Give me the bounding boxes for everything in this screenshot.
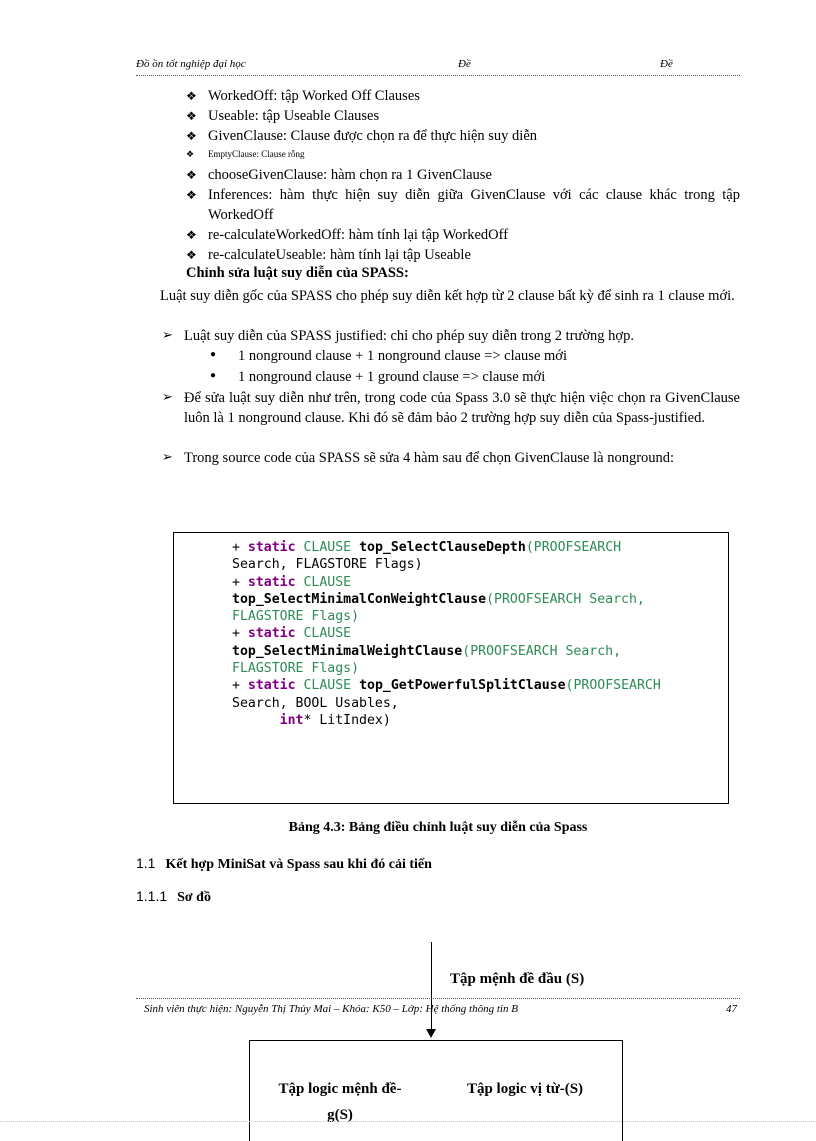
header-right: Đề — [660, 58, 673, 70]
diagram-left-label: Tập logic mệnh đề-g(S) — [278, 1081, 402, 1123]
arrow-bullet-icon: ➢ — [162, 449, 173, 464]
code-type: CLAUSE — [303, 626, 352, 642]
dot-bullet-text: 1 nonground clause + 1 nonground clause => clause mới — [238, 348, 567, 364]
diamond-bullet-icon: ❖ — [186, 129, 197, 143]
code-type: FLAGSTORE Flags) — [232, 609, 360, 625]
bullet-item — [186, 86, 420, 106]
bullet-item — [186, 146, 305, 162]
page-bottom-rule — [0, 1121, 816, 1122]
code-keyword: static — [247, 678, 296, 694]
bullet-item — [186, 165, 492, 185]
bullet-item — [186, 245, 471, 265]
diamond-bullet-icon: ❖ — [186, 248, 197, 262]
header-left: Đồ ồn tốt nghiệp đại học — [136, 58, 246, 70]
section-heading: Chỉnh sửa luật suy diễn của SPASS: — [186, 265, 409, 281]
arrow-bullet-text: Trong source code của SPASS sẽ sửa 4 hàm sau để chọn GivenClause là nonground: — [184, 450, 675, 466]
heading-1-1 — [136, 855, 432, 873]
code-type: (PROOFSEARCH Search, — [462, 643, 622, 659]
bullet-text: GivenClause: Clause được chọn ra để thực hiện suy diễn — [208, 128, 538, 144]
arrow-down-icon — [426, 1029, 436, 1038]
code-type: CLAUSE — [303, 540, 352, 555]
diagram-top-label: Tập mệnh đề đầu (S) — [450, 971, 585, 987]
code-keyword: int — [279, 712, 304, 728]
table-caption: Bảng 4.3: Bảng điều chỉnh luật suy diễn của Spass — [288, 820, 588, 835]
code-text: + — [232, 540, 248, 555]
bullet-text: WorkedOff: tập Worked Off Clauses — [208, 88, 420, 104]
bullet-text: re-calculateUseable: hàm tính lại tập Useable — [208, 247, 471, 263]
code-text: * LitIndex) — [303, 712, 391, 728]
page-number: 47 — [726, 1003, 737, 1015]
code-keyword: static — [247, 574, 296, 590]
code-text: + — [232, 574, 248, 590]
bullet-text: re-calculateWorkedOff: hàm tính lại tập WorkedOff — [208, 227, 509, 243]
diagram-line — [431, 942, 432, 1034]
heading-title: Sơ đồ — [177, 890, 211, 905]
bullet-text: EmptyClause: Clause rỗng — [208, 149, 305, 159]
code-text: + — [232, 678, 248, 694]
code-type: (PROOFSEARCH Search, — [486, 591, 645, 607]
header-center: Đề — [458, 58, 471, 70]
code-type: CLAUSE — [303, 574, 352, 590]
bullet-item — [186, 126, 537, 146]
bullet-text: Useable: tập Useable Clauses — [208, 108, 380, 124]
diamond-bullet-icon: ❖ — [186, 89, 197, 103]
code-type: (PROOFSEARCH — [565, 678, 661, 694]
diamond-bullet-icon: ❖ — [186, 109, 197, 123]
diamond-bullet-icon: ❖ — [186, 188, 197, 202]
footer-rule — [136, 998, 740, 999]
heading-1-1-1 — [136, 888, 211, 906]
code-function: top_SelectClauseDepth — [359, 540, 526, 555]
code-function: top_SelectMinimalConWeightClause — [232, 591, 487, 607]
heading-number: 1.1 — [136, 855, 156, 871]
bullet-item — [186, 185, 740, 225]
bullet-text: Inferences: hàm thực hiện suy diễn giữa GivenClause với các clause khác trong tập WorkedOff — [208, 187, 740, 223]
code-function: top_GetPowerfulSplitClause — [359, 678, 566, 694]
bullet-item — [186, 225, 508, 245]
footer-left: Sinh viên thực hiện: Nguyễn Thị Thủy Mai – Khóa: K50 – Lớp: Hệ thống thông tin B — [144, 1003, 518, 1015]
dot-bullet-icon: ● — [210, 349, 217, 360]
code-text: + — [232, 626, 248, 642]
dot-bullet-icon: ● — [210, 370, 217, 381]
code-text: Search, FLAGSTORE Flags) — [232, 557, 423, 573]
code-function: top_SelectMinimalWeightClause — [232, 643, 463, 659]
heading-title: Kết hợp MiniSat và Spass sau khi đó cải tiến — [165, 857, 432, 872]
arrow-bullet-text: Để sửa luật suy diễn như trên, trong code của Spass 3.0 sẽ thực hiện việc chọn ra GivenClause luôn là 1 nonground clause. Khi đó sẽ đảm bảo 2 trường hợp suy diễn của Spass-justified. — [184, 390, 740, 426]
diamond-bullet-icon: ❖ — [186, 168, 197, 182]
diagram-right-label: Tập logic vị từ-(S) — [466, 1081, 584, 1097]
header-rule — [136, 75, 740, 76]
arrow-bullet-icon: ➢ — [162, 389, 173, 404]
code-keyword: static — [247, 540, 296, 555]
heading-number: 1.1.1 — [136, 888, 168, 904]
code-keyword: static — [247, 626, 296, 642]
diamond-bullet-icon: ❖ — [186, 149, 195, 159]
arrow-bullet-text: Luật suy diễn của SPASS justified: chỉ cho phép suy diễn trong 2 trường hợp. — [184, 328, 634, 344]
code-block — [232, 539, 661, 729]
paragraph: Luật suy diễn gốc của SPASS cho phép suy diễn kết hợp từ 2 clause bất kỳ để sinh ra 1 clause mới. — [160, 288, 735, 304]
code-type: FLAGSTORE Flags) — [232, 661, 360, 677]
code-type: CLAUSE — [303, 678, 352, 694]
code-text: Search, BOOL Usables, — [232, 695, 399, 711]
bullet-text: chooseGivenClause: hàm chọn ra 1 GivenClause — [208, 167, 492, 183]
code-type: (PROOFSEARCH — [525, 540, 622, 555]
arrow-bullet-icon: ➢ — [162, 327, 173, 342]
dot-bullet-text: 1 nonground clause + 1 ground clause => clause mới — [238, 369, 546, 385]
diamond-bullet-icon: ❖ — [186, 228, 197, 242]
bullet-item — [186, 106, 379, 126]
